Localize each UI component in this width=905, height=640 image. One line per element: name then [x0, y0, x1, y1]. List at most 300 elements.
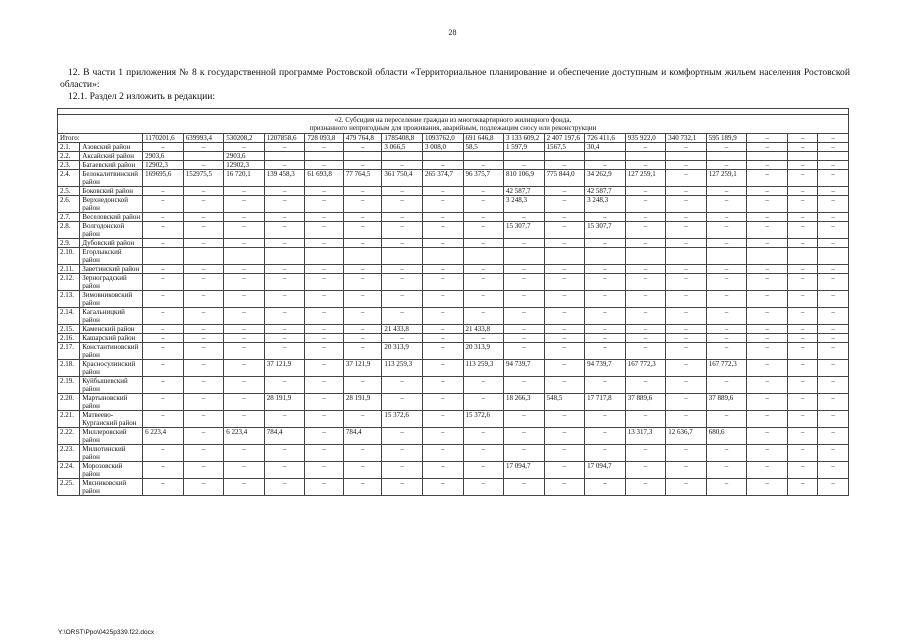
table-cell: –: [504, 479, 545, 496]
table-cell: –: [585, 265, 626, 274]
table-cell: –: [666, 274, 707, 291]
table-cell: –: [504, 291, 545, 308]
table-cell: –: [143, 360, 184, 377]
table-cell: –: [747, 462, 788, 479]
table-cell: –: [747, 394, 788, 411]
table-cell: –: [625, 143, 666, 152]
table-row: [58, 274, 849, 291]
table-cell: –: [264, 222, 305, 239]
table-cell: –: [544, 187, 585, 196]
table-cell: –: [625, 411, 666, 428]
table-cell: 21 433,8: [382, 325, 423, 334]
subsidy-table: [57, 108, 849, 496]
table-cell: –: [343, 291, 382, 308]
table-cell: –: [504, 445, 545, 462]
table-cell: –: [143, 325, 184, 334]
table-cell: –: [544, 196, 585, 213]
table-cell: [422, 248, 463, 265]
table-cell: –: [585, 161, 626, 170]
table-cell: –: [305, 239, 344, 248]
table-cell: –: [183, 143, 224, 152]
table-cell: –: [504, 377, 545, 394]
section-title-line1: «2. Субсидия на переселение граждан из многоквартирного жилищного фонда,: [334, 116, 572, 124]
table-cell: 127 259,1: [625, 170, 666, 187]
table-cell: 12902,3: [143, 161, 184, 170]
table-cell: [264, 152, 305, 161]
table-cell: –: [666, 479, 707, 496]
table-cell: 548,5: [544, 394, 585, 411]
table-cell: –: [818, 394, 849, 411]
table-cell: –: [504, 239, 545, 248]
table-cell: –: [625, 479, 666, 496]
table-cell: –: [264, 411, 305, 428]
table-cell: [787, 248, 817, 265]
table-row: [58, 213, 849, 222]
row-number: 2.21.: [58, 411, 80, 428]
table-cell: 6 223,4: [143, 428, 184, 445]
table-cell: –: [706, 265, 747, 274]
table-cell: 58,5: [463, 143, 504, 152]
table-cell: 12902,3: [224, 161, 265, 170]
table-cell: 96 375,7: [463, 170, 504, 187]
row-name: Константиновский район: [80, 343, 143, 360]
row-number: 2.18.: [58, 360, 80, 377]
table-cell: –: [706, 187, 747, 196]
table-cell: –: [143, 334, 184, 343]
row-name: Итого:: [58, 134, 143, 143]
table-cell: 30,4: [585, 143, 626, 152]
table-cell: [818, 152, 849, 161]
table-cell: –: [183, 360, 224, 377]
table-cell: –: [666, 213, 707, 222]
table-cell: –: [544, 360, 585, 377]
table-cell: –: [264, 377, 305, 394]
row-name: Милютинский район: [80, 445, 143, 462]
table-cell: –: [706, 479, 747, 496]
table-cell: –: [787, 213, 817, 222]
table-cell: –: [504, 428, 545, 445]
table-cell: –: [625, 161, 666, 170]
table-cell: –: [382, 161, 423, 170]
table-cell: –: [422, 308, 463, 325]
table-cell: –: [818, 334, 849, 343]
table-cell: –: [463, 187, 504, 196]
table-row: [58, 248, 849, 265]
table-cell: –: [666, 170, 707, 187]
table-cell: 77 764,5: [343, 170, 382, 187]
table-cell: –: [305, 161, 344, 170]
table-cell: –: [422, 334, 463, 343]
table-cell: –: [625, 213, 666, 222]
table-cell: –: [183, 394, 224, 411]
table-cell: –: [183, 462, 224, 479]
table-row: [58, 187, 849, 196]
table-cell: –: [224, 360, 265, 377]
row-name: Мясниковский район: [80, 479, 143, 496]
table-cell: –: [183, 222, 224, 239]
table-cell: –: [422, 394, 463, 411]
table-cell: 61 693,8: [305, 170, 344, 187]
table-cell: –: [706, 196, 747, 213]
table-cell: –: [224, 291, 265, 308]
table-cell: –: [625, 334, 666, 343]
table-cell: –: [706, 222, 747, 239]
table-cell: –: [818, 265, 849, 274]
table-cell: –: [787, 343, 817, 360]
table-cell: –: [224, 187, 265, 196]
table-cell: –: [585, 239, 626, 248]
table-cell: –: [422, 343, 463, 360]
table-cell: –: [143, 308, 184, 325]
table-cell: –: [143, 291, 184, 308]
table-cell: –: [787, 325, 817, 334]
table-cell: [463, 248, 504, 265]
table-cell: 42 587,7: [504, 187, 545, 196]
row-name: Заветинский район: [80, 265, 143, 274]
table-row: [58, 308, 849, 325]
table-cell: 1567,5: [544, 143, 585, 152]
table-cell: –: [787, 274, 817, 291]
table-cell: –: [463, 479, 504, 496]
table-cell: –: [463, 462, 504, 479]
table-cell: –: [625, 239, 666, 248]
row-number: 2.22.: [58, 428, 80, 445]
table-cell: –: [747, 265, 788, 274]
table-cell: –: [818, 428, 849, 445]
table-cell: –: [264, 265, 305, 274]
table-cell: –: [422, 187, 463, 196]
table-cell: –: [504, 334, 545, 343]
table-cell: –: [747, 445, 788, 462]
table-cell: –: [224, 239, 265, 248]
table-cell: –: [143, 445, 184, 462]
table-cell: [585, 152, 626, 161]
table-cell: –: [747, 143, 788, 152]
table-cell: –: [747, 411, 788, 428]
table-cell: 20 313,9: [382, 343, 423, 360]
table-cell: –: [544, 428, 585, 445]
table-cell: 15 307,7: [504, 222, 545, 239]
table-cell: –: [264, 239, 305, 248]
table-cell: –: [183, 325, 224, 334]
table-cell: 94 739,7: [504, 360, 545, 377]
table-cell: –: [625, 308, 666, 325]
table-cell: –: [544, 161, 585, 170]
table-cell: –: [544, 222, 585, 239]
table-cell: –: [818, 274, 849, 291]
table-cell: 340 732,1: [666, 134, 707, 143]
table-cell: –: [747, 479, 788, 496]
table-cell: –: [666, 308, 707, 325]
table-cell: –: [343, 274, 382, 291]
table-cell: –: [463, 265, 504, 274]
table-cell: [706, 152, 747, 161]
table-cell: –: [143, 394, 184, 411]
table-cell: 265 374,7: [422, 170, 463, 187]
table-cell: –: [224, 411, 265, 428]
table-cell: 728 093,8: [305, 134, 344, 143]
table-cell: 1 597,9: [504, 143, 545, 152]
table-row: [58, 239, 849, 248]
table-cell: –: [666, 334, 707, 343]
table-cell: –: [305, 479, 344, 496]
table-cell: 639993,4: [183, 134, 224, 143]
table-cell: –: [818, 479, 849, 496]
table-cell: –: [625, 462, 666, 479]
table-cell: –: [787, 265, 817, 274]
table-cell: [747, 152, 788, 161]
table-cell: –: [747, 161, 788, 170]
table-cell: –: [343, 239, 382, 248]
table-cell: –: [787, 462, 817, 479]
table-cell: 28 191,9: [264, 394, 305, 411]
table-cell: [544, 152, 585, 161]
table-cell: 20 313,9: [463, 343, 504, 360]
table-cell: –: [143, 479, 184, 496]
table-cell: –: [264, 213, 305, 222]
section-title-line2: признанного непригодным для проживания, аварийным, подлежащим сносу или реконструкции: [309, 124, 597, 132]
table-row: [58, 462, 849, 479]
table-cell: –: [143, 462, 184, 479]
table-cell: –: [625, 187, 666, 196]
table-cell: –: [625, 377, 666, 394]
table-cell: –: [818, 161, 849, 170]
table-cell: –: [585, 291, 626, 308]
table-cell: –: [422, 325, 463, 334]
table-cell: 6 223,4: [224, 428, 265, 445]
table-row: [58, 394, 849, 411]
table-cell: –: [143, 377, 184, 394]
table-cell: –: [787, 445, 817, 462]
table-cell: –: [463, 161, 504, 170]
row-name: Веселовский район: [80, 213, 143, 222]
table-cell: –: [343, 308, 382, 325]
table-cell: –: [504, 265, 545, 274]
table-cell: –: [625, 265, 666, 274]
table-cell: [264, 248, 305, 265]
table-cell: –: [343, 222, 382, 239]
table-row: [58, 170, 849, 187]
table-cell: –: [183, 213, 224, 222]
row-name: Матвеево-Курганский район: [80, 411, 143, 428]
table-cell: –: [463, 308, 504, 325]
table-cell: –: [422, 428, 463, 445]
row-number: 2.17.: [58, 343, 80, 360]
table-cell: –: [544, 377, 585, 394]
table-cell: 37 889,6: [706, 394, 747, 411]
table-cell: 3 248,3: [504, 196, 545, 213]
table-cell: –: [625, 343, 666, 360]
table-cell: 2 407 197,6: [544, 134, 585, 143]
table-cell: –: [747, 196, 788, 213]
table-cell: –: [818, 213, 849, 222]
row-number: 2.14.: [58, 308, 80, 325]
table-cell: –: [706, 445, 747, 462]
table-cell: –: [747, 334, 788, 343]
table-cell: 2903,6: [224, 152, 265, 161]
row-name: Кашарский район: [80, 334, 143, 343]
table-cell: –: [787, 360, 817, 377]
table-cell: –: [224, 377, 265, 394]
table-cell: –: [818, 239, 849, 248]
table-cell: –: [183, 445, 224, 462]
table-cell: –: [706, 377, 747, 394]
table-cell: 167 772,3: [706, 360, 747, 377]
table-cell: –: [343, 479, 382, 496]
row-name: Волгодонской район: [80, 222, 143, 239]
table-cell: –: [818, 325, 849, 334]
table-cell: –: [143, 411, 184, 428]
table-cell: –: [666, 360, 707, 377]
table-cell: [666, 248, 707, 265]
row-number: 2.19.: [58, 377, 80, 394]
table-cell: –: [504, 274, 545, 291]
table-cell: –: [787, 222, 817, 239]
table-cell: –: [143, 265, 184, 274]
section-paragraph: 12.1. Раздел 2 изложить в редакции:: [68, 91, 216, 102]
table-cell: –: [183, 161, 224, 170]
table-cell: –: [382, 334, 423, 343]
row-number: 2.8.: [58, 222, 80, 239]
table-cell: –: [422, 377, 463, 394]
table-cell: –: [422, 411, 463, 428]
row-number: 2.3.: [58, 161, 80, 170]
table-cell: –: [585, 274, 626, 291]
table-cell: –: [706, 291, 747, 308]
table-cell: –: [264, 187, 305, 196]
table-cell: 726 411,6: [585, 134, 626, 143]
table-cell: [818, 248, 849, 265]
table-cell: [143, 248, 184, 265]
table-cell: –: [818, 343, 849, 360]
table-cell: –: [305, 213, 344, 222]
table-cell: –: [747, 343, 788, 360]
table-cell: –: [183, 377, 224, 394]
table-cell: –: [818, 222, 849, 239]
table-cell: –: [463, 334, 504, 343]
table-cell: –: [463, 274, 504, 291]
table-cell: –: [224, 394, 265, 411]
row-number: 2.24.: [58, 462, 80, 479]
table-cell: 775 844,0: [544, 170, 585, 187]
table-cell: –: [305, 462, 344, 479]
table-cell: 17 717,8: [585, 394, 626, 411]
table-cell: –: [305, 334, 344, 343]
table-row: [58, 411, 849, 428]
table-cell: –: [382, 196, 423, 213]
row-number: 2.10.: [58, 248, 80, 265]
table-cell: [183, 152, 224, 161]
table-cell: –: [706, 213, 747, 222]
table-cell: –: [544, 462, 585, 479]
table-cell: 42 587,7: [585, 187, 626, 196]
table-cell: –: [666, 239, 707, 248]
table-cell: [747, 248, 788, 265]
table-cell: –: [422, 196, 463, 213]
table-cell: 113 259,3: [463, 360, 504, 377]
table-cell: [422, 152, 463, 161]
table-cell: –: [585, 213, 626, 222]
table-cell: –: [343, 343, 382, 360]
row-name: Куйбышевский район: [80, 377, 143, 394]
table-cell: 691 646,8: [463, 134, 504, 143]
table-cell: –: [264, 343, 305, 360]
table-cell: –: [143, 187, 184, 196]
table-cell: 37 121,9: [343, 360, 382, 377]
table-cell: –: [787, 134, 817, 143]
table-cell: –: [666, 265, 707, 274]
table-cell: –: [305, 343, 344, 360]
row-name: Егорлыкский район: [80, 248, 143, 265]
row-number: 2.11.: [58, 265, 80, 274]
table-cell: –: [343, 377, 382, 394]
table-row: [58, 343, 849, 360]
table-cell: –: [706, 161, 747, 170]
table-cell: –: [224, 222, 265, 239]
table-cell: –: [544, 239, 585, 248]
table-cell: –: [264, 291, 305, 308]
table-row: [58, 134, 849, 143]
table-cell: 680,6: [706, 428, 747, 445]
table-cell: –: [183, 265, 224, 274]
table-cell: 784,4: [264, 428, 305, 445]
table-cell: 935 922,0: [625, 134, 666, 143]
table-cell: –: [666, 394, 707, 411]
table-cell: –: [625, 222, 666, 239]
table-cell: 12 636,7: [666, 428, 707, 445]
table-cell: –: [264, 143, 305, 152]
table-cell: –: [666, 377, 707, 394]
table-cell: –: [666, 325, 707, 334]
table-cell: –: [264, 479, 305, 496]
table-cell: –: [143, 343, 184, 360]
table-cell: –: [224, 265, 265, 274]
table-cell: –: [544, 343, 585, 360]
row-name: Боковский район: [80, 187, 143, 196]
table-cell: 530208,2: [224, 134, 265, 143]
table-cell: [305, 248, 344, 265]
table-cell: –: [706, 239, 747, 248]
table-cell: –: [747, 377, 788, 394]
row-number: 2.2.: [58, 152, 80, 161]
table-cell: [544, 248, 585, 265]
table-cell: [382, 248, 423, 265]
table-cell: –: [183, 187, 224, 196]
table-cell: –: [787, 196, 817, 213]
table-cell: –: [706, 343, 747, 360]
table-cell: –: [818, 187, 849, 196]
table-cell: –: [224, 334, 265, 343]
table-cell: –: [463, 213, 504, 222]
table-cell: –: [382, 222, 423, 239]
table-cell: –: [666, 196, 707, 213]
table-cell: –: [625, 274, 666, 291]
table-cell: –: [305, 428, 344, 445]
page-number: 28: [448, 28, 457, 37]
table-cell: –: [504, 343, 545, 360]
table-cell: –: [747, 291, 788, 308]
table-cell: [585, 248, 626, 265]
table-cell: –: [585, 411, 626, 428]
table-cell: –: [343, 265, 382, 274]
table-cell: 37 121,9: [264, 360, 305, 377]
table-cell: –: [264, 445, 305, 462]
table-cell: –: [264, 325, 305, 334]
table-cell: –: [787, 239, 817, 248]
table-cell: 1785408,8: [382, 134, 423, 143]
table-cell: –: [787, 143, 817, 152]
row-name: Верхнедонской район: [80, 196, 143, 213]
